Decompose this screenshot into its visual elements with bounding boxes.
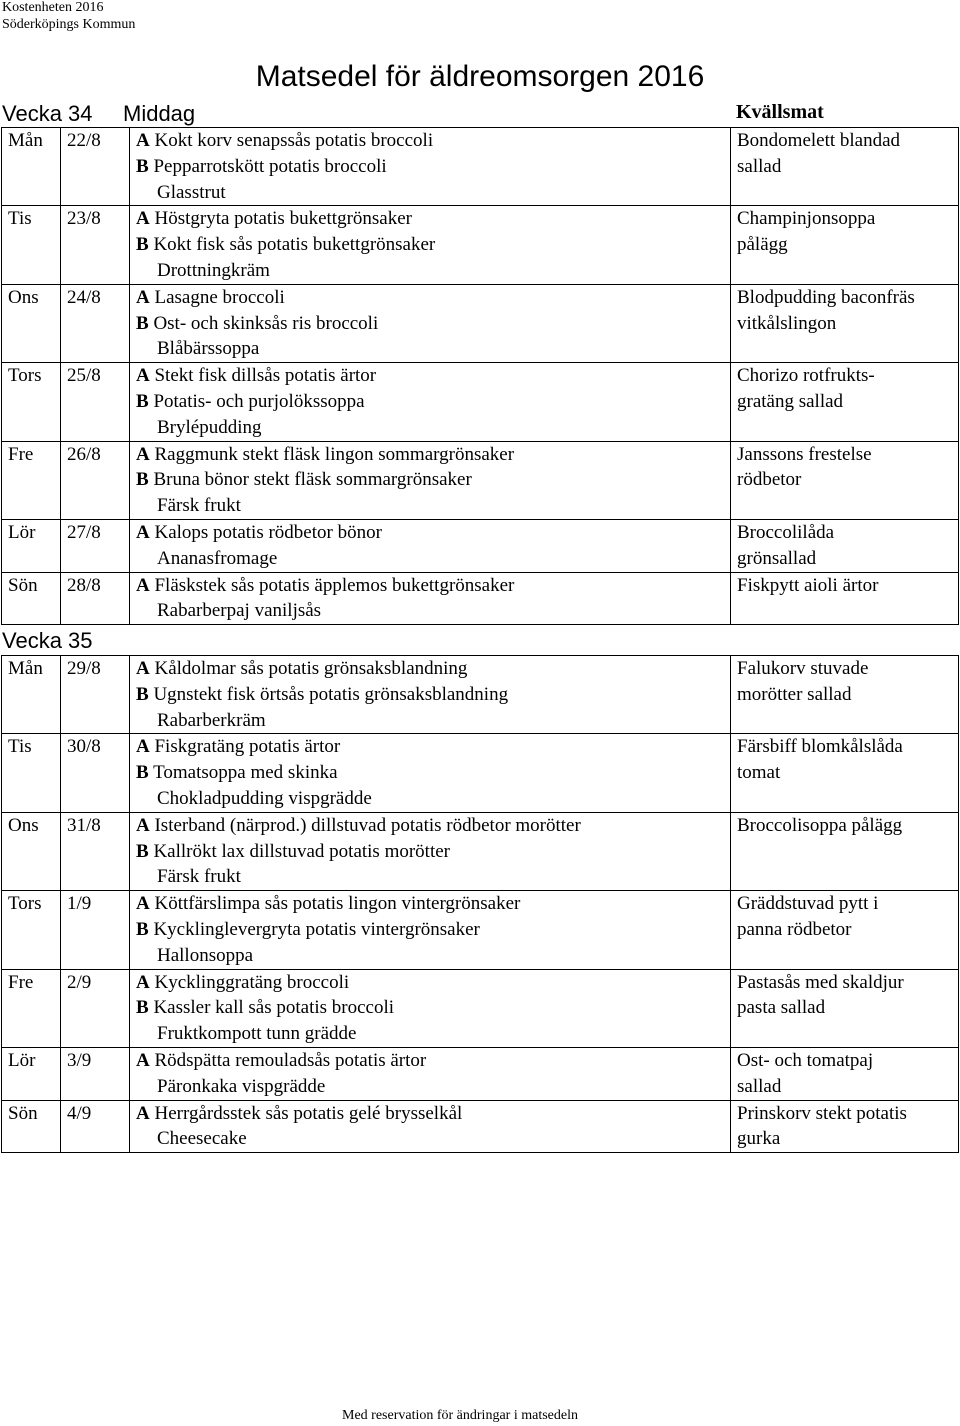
day-cell: Tors [2,891,61,969]
supper-line: Broccolisoppa pålägg [737,814,903,836]
supper-cell [731,284,959,362]
supper-line: Champinjonsoppa [737,208,876,230]
menu-row [2,128,959,206]
menu-row [2,734,959,812]
supper-line: rödbetor [737,469,802,491]
dinner-cell [130,734,731,812]
dish-text: Isterband (närprod.) dillstuvad potatis rödbetor morötter [154,814,581,836]
dish-text: Fläskstek sås potatis äpplemos bukettgrönsaker [154,574,515,596]
dish-option-a [136,734,730,760]
option-letter: B [136,840,149,862]
date-cell: 31/8 [61,812,130,890]
supper-cell [731,812,959,890]
day-cell: Tis [2,206,61,284]
date-cell: 30/8 [61,734,130,812]
dish-option-b [136,311,730,337]
dish-text: Ugnstekt fisk örtsås potatis grönsaksblandning [153,683,509,705]
date-cell: 23/8 [61,206,130,284]
day-cell: Ons [2,284,61,362]
dinner-cell [130,128,731,206]
dessert: Brylépudding [157,416,262,438]
supper-cell [731,969,959,1047]
dish-option-b [136,760,730,786]
supper-line: Bondomelett blandad [737,130,901,151]
supper-line: pålägg [737,234,788,256]
dish-option-b [136,995,730,1021]
page-title: Matsedel för äldreomsorgen 2016 [255,60,705,93]
dish-option-b [136,917,730,943]
dish-text: Fiskgratäng potatis ärtor [154,736,341,758]
dish-text: Kalops potatis rödbetor bönor [154,521,382,543]
supper-line: Ost- och tomatpaj [737,1049,874,1071]
dish-text: Kycklinggratäng broccoli [154,971,350,993]
dessert: Päronkaka vispgrädde [157,1075,326,1097]
org-line-2: Söderköpings Kommun [2,17,136,32]
menu-row [2,284,959,362]
supper-line: vitkålslingon [737,312,837,334]
day-cell: Mån [2,656,61,734]
dinner-cell [130,1100,731,1153]
option-letter: B [136,469,149,491]
supper-line: tomat [737,762,781,784]
option-letter: A [136,521,150,543]
dessert: Cheesecake [157,1128,247,1150]
dessert: Chokladpudding vispgrädde [157,787,372,809]
dish-option-b [136,839,730,865]
date-cell: 2/9 [61,969,130,1047]
dish-option-b [136,232,730,258]
option-letter: A [136,365,150,387]
week-34-table [1,127,959,625]
dinner-cell [130,656,731,734]
date-cell: 22/8 [61,128,130,206]
dish-option-a [136,128,730,154]
dish-text: Kåldolmar sås potatis grönsaksblandning [154,658,468,679]
supper-line: Janssons frestelse [737,443,872,465]
menu-row [2,969,959,1047]
supper-line: morötter sallad [737,683,852,705]
date-cell: 27/8 [61,519,130,572]
option-letter: A [136,893,150,915]
option-letter: A [136,574,150,596]
supper-line: Gräddstuvad pytt i [737,893,879,915]
menu-row [2,812,959,890]
supper-line: panna rödbetor [737,918,852,940]
supper-line: pasta sallad [737,997,826,1019]
menu-row [2,1047,959,1100]
org-line-1: Kostenheten 2016 [2,0,104,15]
supper-cell [731,441,959,519]
option-letter: B [136,312,149,334]
supper-line: Broccolilåda [737,521,835,543]
dish-text: Kallrökt lax dillstuvad potatis morötter [153,840,450,862]
dish-text: Kycklinglevergryta potatis vintergrönsaker [153,918,480,940]
supper-line: gurka [737,1128,781,1150]
date-cell: 4/9 [61,1100,130,1153]
option-letter: A [136,736,150,758]
option-letter: A [136,1049,150,1071]
dinner-cell [130,441,731,519]
day-cell: Lör [2,1047,61,1100]
day-cell: Tors [2,363,61,441]
day-cell: Lör [2,519,61,572]
supper-line: Färsbiff blomkålslåda [737,736,903,758]
menu-row [2,441,959,519]
dish-option-a [136,656,730,682]
option-letter: B [136,683,149,705]
dessert: Färsk frukt [157,866,241,888]
dish-option-a [136,285,730,311]
dish-option-b [136,682,730,708]
supper-cell [731,1100,959,1153]
dish-option-b [136,467,730,493]
dessert: Färsk frukt [157,495,241,517]
menu-row [2,206,959,284]
day-cell: Sön [2,572,61,625]
dinner-column-header: Middag [123,101,196,126]
dish-text: Pepparrotskött potatis broccoli [153,155,387,177]
day-cell: Sön [2,1100,61,1153]
dinner-cell [130,572,731,625]
dish-option-a [136,363,730,389]
option-letter: A [136,1102,150,1124]
supper-cell [731,206,959,284]
date-cell: 26/8 [61,441,130,519]
dish-text: Bruna bönor stekt fläsk sommargrönsaker [153,469,472,491]
supper-column-header: Kvällsmat [736,101,824,123]
dish-option-a [136,970,730,996]
dish-option-b [136,389,730,415]
option-letter: A [136,286,150,308]
supper-line: Chorizo rotfrukts- [737,365,875,387]
dish-option-a [136,1048,730,1074]
dish-option-a [136,813,730,839]
week-35-header [0,628,960,654]
supper-line: Fiskpytt aioli ärtor [737,574,879,596]
supper-cell [731,363,959,441]
dish-text: Tomatsoppa med skinka [153,762,338,784]
dinner-cell [130,812,731,890]
footer-note: Med reservation för ändringar i matsedeln [342,1408,578,1423]
option-letter: B [136,997,149,1019]
date-cell: 24/8 [61,284,130,362]
dish-option-b [136,154,730,180]
option-letter: B [136,155,149,177]
date-cell: 25/8 [61,363,130,441]
day-cell: Ons [2,812,61,890]
supper-cell [731,891,959,969]
option-letter: B [136,390,149,412]
supper-line: sallad [737,155,782,177]
dinner-cell [130,206,731,284]
dinner-cell [130,1047,731,1100]
menu-row [2,363,959,441]
dish-text: Herrgårdsstek sås potatis gelé brysselkål [154,1102,463,1124]
dessert: Hallonsoppa [157,944,254,966]
dessert: Blåbärssoppa [157,338,260,360]
menu-row [2,656,959,734]
date-cell: 28/8 [61,572,130,625]
dinner-cell [130,891,731,969]
dish-option-a [136,442,730,468]
dish-text: Rödspätta remouladsås potatis ärtor [154,1049,427,1071]
dinner-cell [130,363,731,441]
week-label: Vecka 34 [2,101,93,126]
week-35-table [1,655,959,1153]
menu-row [2,1100,959,1153]
option-letter: B [136,762,149,784]
dessert: Glasstrut [157,181,226,203]
supper-line: Pastasås med skaldjur [737,971,904,993]
dessert: Rabarberkräm [157,709,266,731]
dessert: Drottningkräm [157,259,270,281]
menu-row [2,572,959,625]
dessert: Ananasfromage [157,547,278,569]
dish-option-a [136,891,730,917]
dinner-cell [130,284,731,362]
supper-line: gratäng sallad [737,390,844,412]
option-letter: B [136,234,149,256]
date-cell: 29/8 [61,656,130,734]
option-letter: A [136,658,150,679]
day-cell: Tis [2,734,61,812]
supper-cell [731,519,959,572]
option-letter: A [136,971,150,993]
supper-cell [731,572,959,625]
menu-row [2,519,959,572]
date-cell: 1/9 [61,891,130,969]
option-letter: A [136,814,150,836]
supper-line: Falukorv stuvade [737,658,869,679]
dish-text: Köttfärslimpa sås potatis lingon vintergrönsaker [154,893,521,915]
dessert: Rabarberpaj vaniljsås [157,600,322,622]
dish-text: Ost- och skinksås ris broccoli [153,312,379,334]
week-34-header [0,101,960,127]
dish-text: Kokt fisk sås potatis bukettgrönsaker [153,234,436,256]
day-cell: Mån [2,128,61,206]
dish-text: Raggmunk stekt fläsk lingon sommargrönsaker [154,443,515,465]
dish-option-a [136,520,730,546]
day-cell: Fre [2,441,61,519]
day-cell: Fre [2,969,61,1047]
menu-row [2,891,959,969]
option-letter: B [136,918,149,940]
dish-text: Höstgryta potatis bukettgrönsaker [154,208,412,230]
supper-cell [731,656,959,734]
dish-option-a [136,206,730,232]
dish-option-a [136,1101,730,1127]
dish-text: Stekt fisk dillsås potatis ärtor [154,365,377,387]
supper-line: Blodpudding baconfräs [737,286,915,308]
week-label: Vecka 35 [2,628,93,653]
dessert: Fruktkompott tunn grädde [157,1023,357,1045]
supper-cell [731,1047,959,1100]
supper-line: Prinskorv stekt potatis [737,1102,907,1124]
dish-text: Kassler kall sås potatis broccoli [153,997,395,1019]
supper-line: grönsallad [737,547,817,569]
dish-text: Kokt korv senapssås potatis broccoli [154,130,434,151]
option-letter: A [136,208,150,230]
dinner-cell [130,519,731,572]
option-letter: A [136,130,150,151]
supper-cell [731,128,959,206]
option-letter: A [136,443,150,465]
dish-option-a [136,573,730,599]
supper-line: sallad [737,1075,782,1097]
dish-text: Lasagne broccoli [154,286,285,308]
dish-text: Potatis- och purjolökssoppa [153,390,365,412]
date-cell: 3/9 [61,1047,130,1100]
supper-cell [731,734,959,812]
dinner-cell [130,969,731,1047]
